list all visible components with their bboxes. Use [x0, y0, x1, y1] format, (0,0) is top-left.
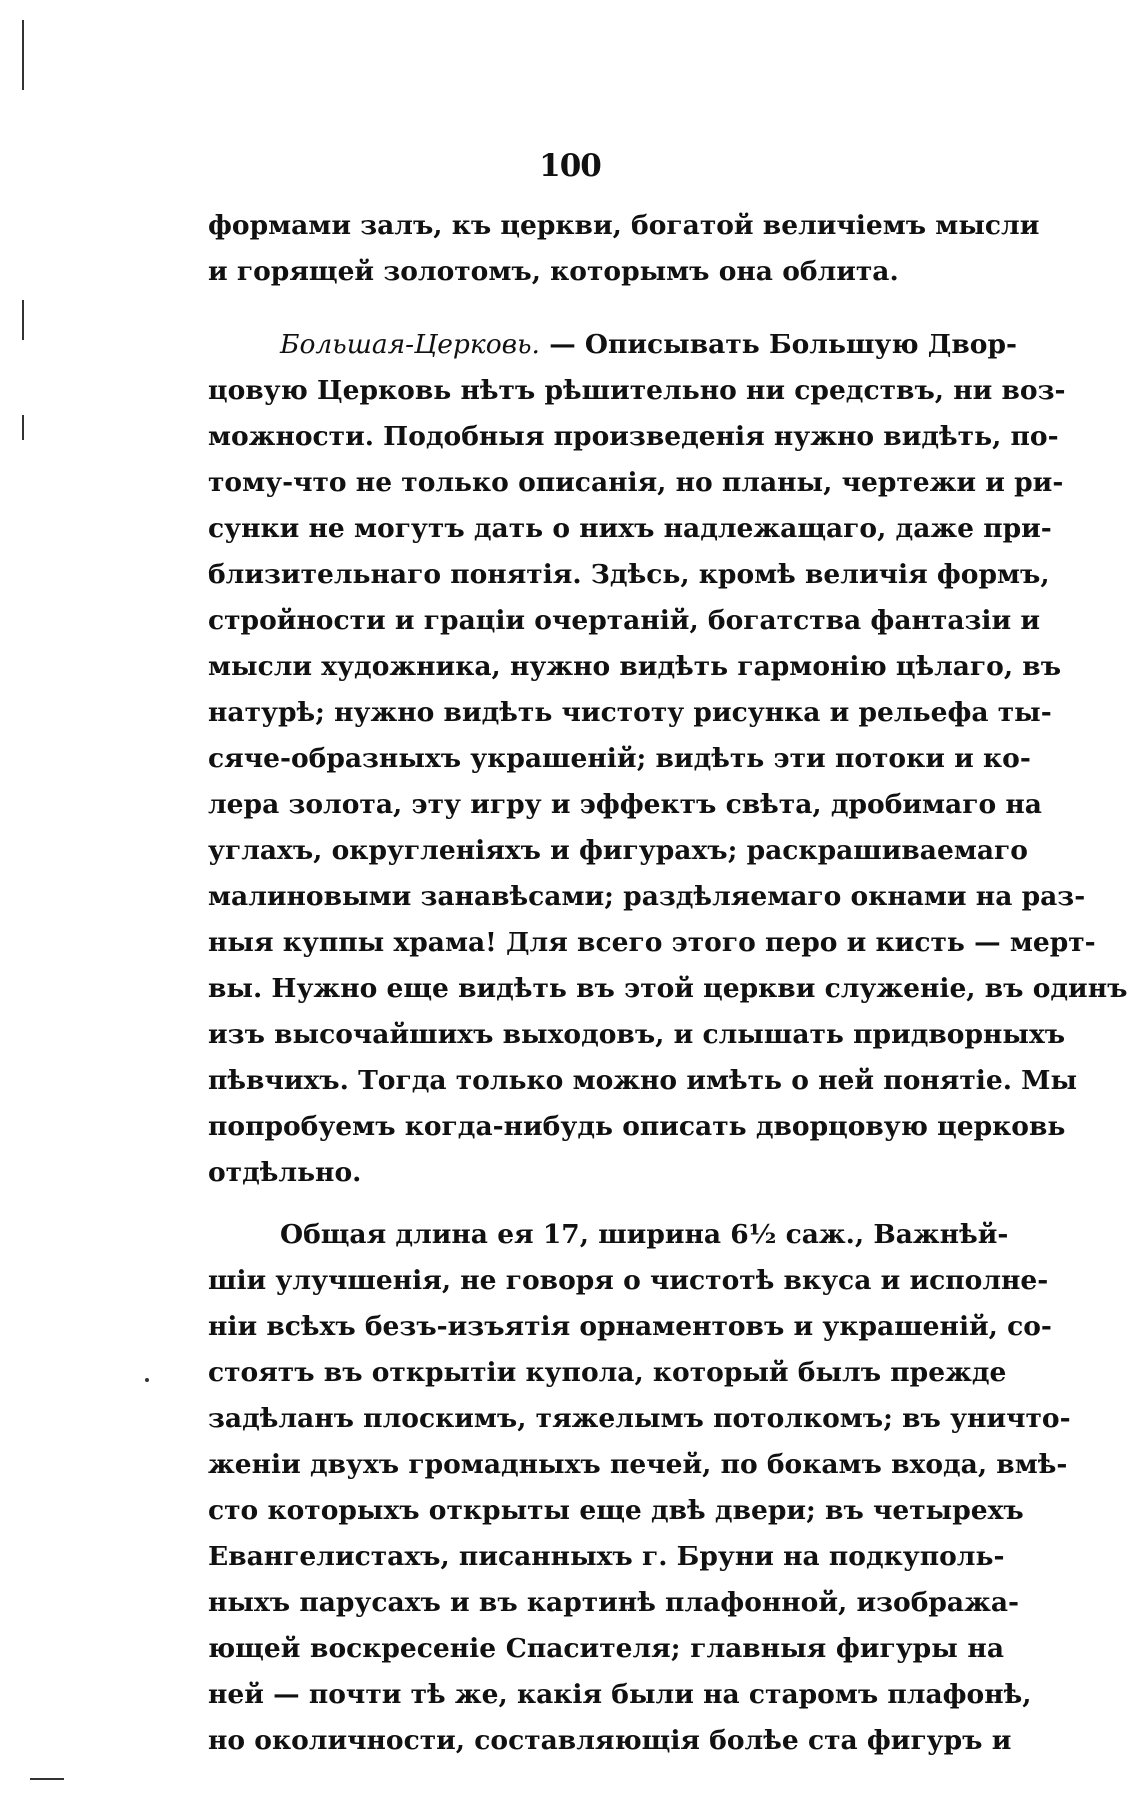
text-line: лера золота, эту игру и эффектъ свѣта, дробимаго на: [208, 789, 1042, 820]
text-line: можности. Подобныя произведенія нужно видѣть, по-: [208, 421, 1059, 452]
text-line: Евангелистахъ, писанныхъ г. Бруни на подкуполь-: [208, 1541, 1005, 1572]
text-line: стоятъ въ открытіи купола, который былъ прежде: [208, 1357, 1007, 1388]
text-line: задѣланъ плоскимъ, тяжелымъ потолкомъ; въ уничто-: [208, 1403, 1071, 1434]
text-line: женіи двухъ громадныхъ печей, по бокамъ входа, вмѣ-: [208, 1449, 1068, 1480]
text-line: малиновыми занавѣсами; раздѣляемаго окнами на раз-: [208, 881, 1086, 912]
text-line: мысли художника, нужно видѣть гармонію цѣлаго, въ: [208, 651, 1062, 682]
scan-margin-mark: [22, 20, 24, 90]
text-line: ніи всѣхъ безъ-изъятія орнаментовъ и украшеній, со-: [208, 1311, 1052, 1342]
text-line: попробуемъ когда-нибудь описать дворцовую церковь: [208, 1111, 1066, 1142]
text-line: и горящей золотомъ, которымъ она облита.: [208, 256, 899, 287]
text-line: ней — почти тѣ же, какія были на старомъ плафонѣ,: [208, 1679, 1032, 1710]
text-line: отдѣльно.: [208, 1157, 362, 1188]
text-line: но околичности, составляющія болѣе ста фигуръ и: [208, 1725, 1012, 1756]
page-number: 100: [539, 148, 601, 184]
text-line: ющей воскресеніе Спасителя; главныя фигуры на: [208, 1633, 1004, 1664]
text-line: цовую Церковь нѣтъ рѣшительно ни средствъ, ни воз-: [208, 375, 1066, 406]
text-line: шіи улучшенія, не говоря о чистотѣ вкуса и исполне-: [208, 1265, 1049, 1296]
heading-line-text: — Описывать Большую Двор-: [549, 329, 1017, 360]
section-heading-line: [280, 322, 1017, 368]
text-line: сяче-образныхъ украшеній; видѣть эти потоки и ко-: [208, 743, 1031, 774]
text-line: углахъ, округленіяхъ и фигурахъ; раскрашиваемаго: [208, 835, 1028, 866]
scan-margin-mark: [30, 1778, 64, 1780]
text-line: Общая длина ея 17, ширина 6½ саж., Важнѣй-: [280, 1219, 1009, 1250]
text-line: изъ высочайшихъ выходовъ, и слышать придворныхъ: [208, 1019, 1066, 1050]
text-line: пѣвчихъ. Тогда только можно имѣть о ней понятіе. Мы: [208, 1065, 1078, 1096]
text-line: ныя куппы храма! Для всего этого перо и кисть — мерт-: [208, 927, 1096, 958]
text-line: сунки не могутъ дать о нихъ надлежащаго, даже при-: [208, 513, 1052, 544]
scan-margin-mark: [145, 1378, 149, 1382]
text-line: вы. Нужно еще видѣть въ этой церкви служеніе, въ одинъ: [208, 973, 1128, 1004]
scan-margin-mark: [22, 300, 24, 340]
text-line: близительнаго понятія. Здѣсь, кромѣ величія формъ,: [208, 559, 1050, 590]
section-heading: Большая-Церковь.: [280, 329, 540, 360]
text-line: формами залъ, къ церкви, богатой величіемъ мысли: [208, 210, 1040, 241]
text-line: тому-что не только описанія, но планы, чертежи и ри-: [208, 467, 1064, 498]
text-line: стройности и граціи очертаній, богатства фантазіи и: [208, 605, 1041, 636]
text-line: ныхъ парусахъ и въ картинѣ плафонной, изобража-: [208, 1587, 1019, 1618]
text-line: натурѣ; нужно видѣть чистоту рисунка и рельефа ты-: [208, 697, 1052, 728]
scan-margin-mark: [22, 415, 24, 440]
text-line: сто которыхъ открыты еще двѣ двери; въ четырехъ: [208, 1495, 1024, 1526]
